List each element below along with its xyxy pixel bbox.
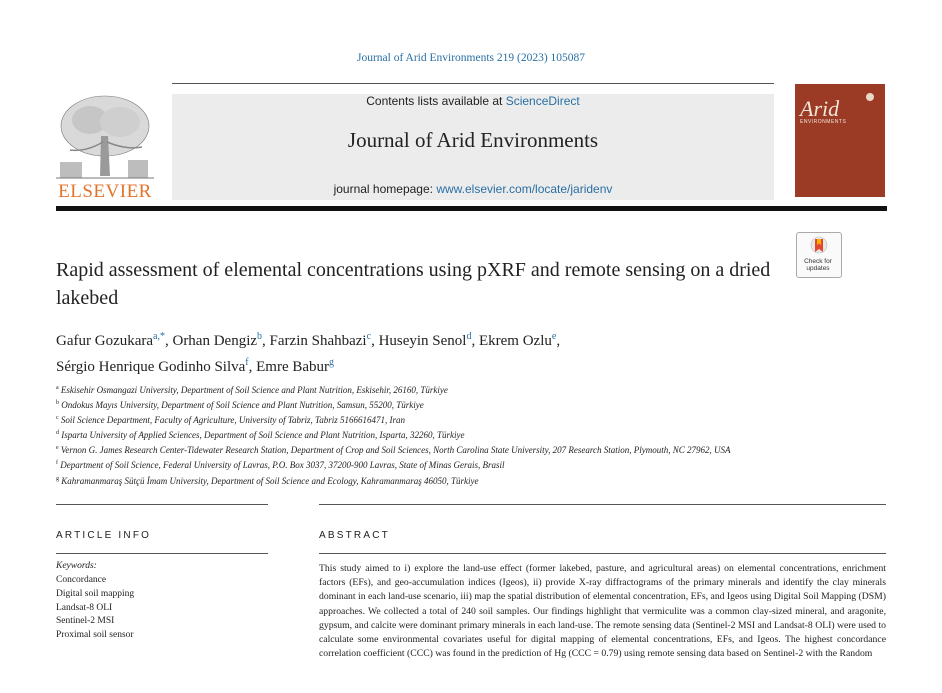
elsevier-tree-logo (56, 92, 154, 182)
keyword-item: Landsat-8 OLI (56, 602, 113, 613)
article-info-top-rule (56, 504, 268, 505)
contents-line (172, 94, 774, 108)
author-name[interactable]: Gafur Gozukara (56, 333, 154, 349)
author-separator: , (556, 333, 561, 349)
abstract-top-rule (319, 504, 886, 505)
keyword-item: Digital soil mapping (56, 588, 135, 599)
affiliation-item (56, 457, 896, 472)
author-separator: , (164, 333, 173, 349)
author-affiliation-marker[interactable]: c (366, 331, 372, 342)
keyword-item: Proximal soil sensor (56, 630, 134, 641)
affiliation-key: e (56, 445, 59, 452)
homepage-prefix: journal homepage: (333, 182, 433, 196)
affiliation-key: g (56, 475, 59, 482)
author-separator: , (262, 333, 270, 349)
keyword-list (56, 574, 134, 643)
affiliation-item (56, 442, 896, 457)
affiliation-item (56, 473, 896, 488)
affiliation-key: c (56, 415, 59, 422)
author-separator: , (371, 333, 379, 349)
author-name[interactable]: Farzin Shahbazi (269, 333, 367, 349)
author-name[interactable]: Ekrem Ozlu (478, 333, 552, 349)
sciencedirect-link[interactable]: ScienceDirect (505, 94, 580, 108)
affiliation-text: Ondokus Mayıs University, Department of Soil Science and Plant Nutrition, Samsun, 55200, Türkiye (59, 400, 424, 411)
author-affiliation-marker[interactable]: f (245, 357, 249, 368)
author-affiliation-marker[interactable]: g (329, 357, 335, 368)
affiliation-text: Eskisehir Osmangazi University, Department of Soil Science and Plant Nutrition, Eskisehir, 26160, Türkiye (58, 385, 448, 395)
affiliation-item (56, 427, 896, 442)
header-top-rule (172, 83, 774, 84)
affiliation-text: Vernon G. James Research Center-Tidewater Research Station, Department of Crop and Soil Sciences, North Carolina State University, 207 Research Station, Plymouth, NC 27962, USA (58, 445, 731, 456)
author-separator: , (248, 359, 257, 375)
keywords-rule (56, 553, 268, 554)
journal-title: Journal of Arid Environments (347, 128, 599, 152)
affiliation-item (56, 397, 896, 412)
article-title: Rapid assessment of elemental concentrations using pXRF and remote sensing on a dried lakebed (56, 259, 771, 309)
affiliation-text: Soil Science Department, Faculty of Agriculture, University of Tabriz, Tabriz 5166616471, Iran (58, 415, 405, 426)
cover-title: Arid (800, 96, 840, 121)
author-name[interactable]: Sérgio Henrique Godinho Silva (56, 359, 246, 375)
header-thick-rule (56, 206, 887, 211)
author-affiliation-marker[interactable]: e (551, 331, 557, 342)
author-affiliation-marker[interactable]: b (257, 331, 263, 342)
journal-citation[interactable]: Journal of Arid Environments 219 (2023) 105087 (356, 52, 586, 64)
abstract-rule (319, 553, 886, 554)
keyword-item: Sentinel-2 MSI (56, 616, 115, 627)
contents-prefix: Contents lists available at (366, 94, 503, 108)
affiliation-item (56, 412, 896, 427)
author-name[interactable]: Huseyin Senol (378, 333, 467, 349)
keywords-label: Keywords: (56, 561, 97, 571)
author-name[interactable]: Orhan Dengiz (172, 333, 258, 349)
bookmark-icon (809, 236, 829, 256)
check-for-updates-label: Check for updates (804, 258, 832, 272)
author-affiliation-marker[interactable]: d (466, 331, 472, 342)
keyword-item: Concordance (56, 575, 107, 585)
homepage-line (172, 182, 774, 196)
affiliation-text: Department of Soil Science, Federal University of Lavras, P.O. Box 3037, 37200-900 Lavras, State of Minas Gerais, Brasil (58, 460, 505, 471)
cover-emblem-icon (866, 93, 874, 101)
affiliation-text: Isparta University of Applied Sciences, Department of Soil Science and Plant Nutrition, Isparta, 32260, Türkiye (59, 430, 465, 441)
abstract-heading: ABSTRACT (319, 530, 390, 541)
elsevier-wordmark: ELSEVIER (58, 181, 152, 202)
author-affiliation-marker[interactable]: a,* (153, 331, 165, 342)
affiliation-key: f (56, 460, 58, 467)
affiliation-key: a (56, 385, 59, 391)
author-separator: , (471, 333, 479, 349)
affiliation-list (56, 382, 896, 488)
abstract-text: This study aimed to i) explore the land-use effect (former lakebed, pasture, and agricultural areas) on elemental concentrations, enrichment factors (EFs), and geo-accumulation indices (Igeos), ii) provide X-ray diffractograms of the primary minerals and identify the clay minerals dominant in each land-use scenario, iii) map the spatial distribution of elemental concentration, EFs, and Igeos using Digital Soil Mapping (DSM) approaches. We collected a total of 240 soil samples. Our findings highlight that vermiculite was a common clay-sized mineral, and aragonite, gypsum, and calcite were dominant primary minerals in each land-use. The remote sensing data (Sentinel-2 MSI and Landsat-8 OLI) were used to calculate some environmental covariates useful for digital mapping of elemental concentrations, EFs, and Igeos. The highest concordance correlation coefficient (CCC) was found in the prediction of Hg (CCC = 0.79) using remote sensing data based on Sentinel-2 with the Random (319, 563, 886, 660)
affiliation-key: b (56, 400, 59, 407)
affiliation-item (56, 382, 896, 397)
cover-subtitle: ENVIRONMENTS (800, 119, 847, 125)
affiliation-text: Kahramanmaraş Sütçü İmam University, Department of Soil Science and Ecology, Kahramanmaraş 46050, Türkiye (59, 475, 479, 486)
affiliation-key: d (56, 430, 59, 437)
article-info-heading: ARTICLE INFO (56, 530, 152, 541)
journal-homepage-link[interactable]: www.elsevier.com/locate/jaridenv (436, 182, 613, 196)
author-list (56, 326, 776, 378)
author-name[interactable]: Emre Babur (256, 359, 330, 375)
